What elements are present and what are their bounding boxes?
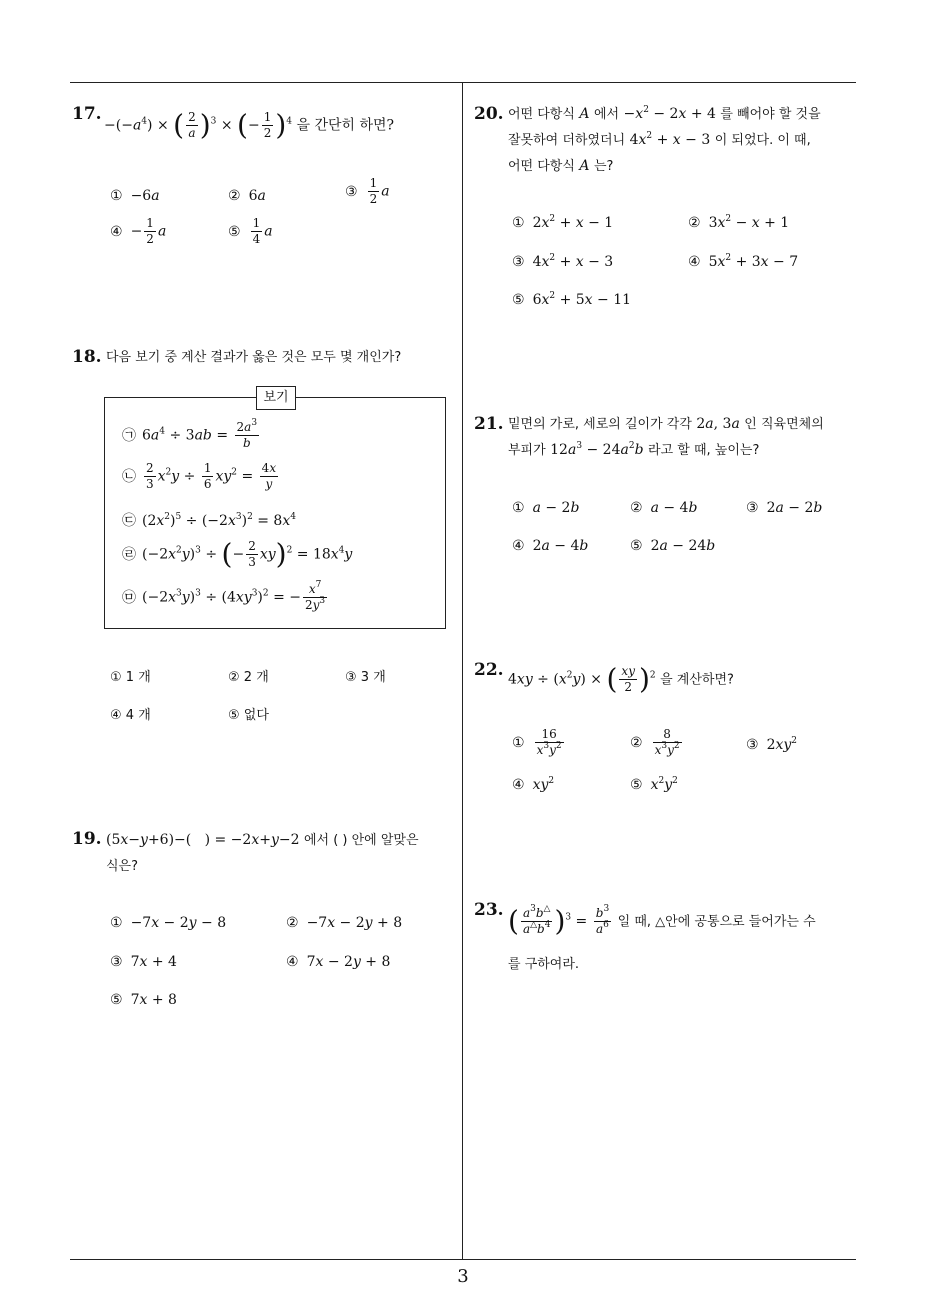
bogi-item-e: ㉤ $(-2x^3y)^3 \div (4xy^3)^2$ = − $\frac{x^7}{2y^3}$ xyxy=(122,580,326,612)
stem-tail: 을 간단히 하면? xyxy=(296,117,395,134)
question-stem: (5x−y+6)−( ) = −2x+y−2 에서 ( ) 안에 알맞은 xyxy=(106,832,419,848)
choice-3[interactable]: ③ $\frac{1}{2}$ a xyxy=(345,176,390,206)
top-rule xyxy=(70,82,856,83)
question-number: 23. xyxy=(474,900,504,920)
choice-4[interactable]: ④ − $\frac{1}{2}$ a xyxy=(110,216,167,246)
question-number: 17. xyxy=(72,104,102,124)
question-stem-line1: 어떤 다항식 A 에서 $-x^2 - 2x + 4$ 를 빼어야 할 것을 xyxy=(508,105,821,122)
choice-1[interactable]: ① $2x^2 + x - 1$ xyxy=(512,214,614,231)
choice-3[interactable]: ③ 2a − 2b xyxy=(746,500,823,516)
question-stem-line2: 부피가 $12a^3 - 24a^2b$ 라고 할 때, 높이는? xyxy=(508,441,760,458)
question-stem-line2: 잘못하여 더하였더니 $4x^2 + x - 3$ 이 되었다. 이 때, xyxy=(508,131,811,148)
question-number: 19. xyxy=(72,829,102,849)
choice-5[interactable]: ⑤ 7x + 8 xyxy=(110,992,177,1008)
choice-2[interactable]: ② $\frac{8}{x^3y^2}$ xyxy=(630,727,680,757)
choice-1[interactable]: ① $\frac{16}{x^3y^2}$ xyxy=(512,727,562,757)
choice-4[interactable]: ④ 4 개 xyxy=(110,708,151,723)
choice-2[interactable]: ② −7x − 2y + 8 xyxy=(286,915,403,931)
choice-2[interactable]: ② 2 개 xyxy=(228,670,269,685)
choice-1[interactable]: ① a − 2b xyxy=(512,500,580,516)
choice-4[interactable]: ④ 2a − 4b xyxy=(512,538,589,554)
page-number: 3 xyxy=(457,1266,469,1287)
question-number: 20. xyxy=(474,104,504,124)
question-number: 21. xyxy=(474,414,504,434)
choice-1[interactable]: ① 1 개 xyxy=(110,670,151,685)
bottom-rule xyxy=(70,1259,856,1260)
choice-3[interactable]: ③ 7x + 4 xyxy=(110,954,177,970)
column-divider xyxy=(462,82,463,1259)
choice-5[interactable]: ⑤ $\frac{1}{4}$ a xyxy=(228,216,273,246)
choice-4[interactable]: ④ $xy^2$ xyxy=(512,776,555,793)
choice-4[interactable]: ④ 7x − 2y + 8 xyxy=(286,954,391,970)
choice-3[interactable]: ③ $4x^2 + x - 3$ xyxy=(512,253,614,270)
question-stem-line2: 식은? xyxy=(106,859,139,874)
choice-4[interactable]: ④ $5x^2 + 3x - 7$ xyxy=(688,253,799,270)
question-number: 18. xyxy=(72,347,102,367)
choice-1[interactable]: ① −7x − 2y − 8 xyxy=(110,915,227,931)
bogi-item-c: ㉢ $(2x^2)^5 \div (-2x^3)^2 = 8x^4$ xyxy=(122,512,296,529)
question-number: 22. xyxy=(474,660,504,680)
choice-5[interactable]: ⑤ 2a − 24b xyxy=(630,538,716,554)
question-stem-line2: 를 구하여라. xyxy=(508,957,580,972)
question-stem-line1: ( $\frac{a^3b^\triangle}{a^\triangle b^4}$ )$^3$ = $\frac{b^3}{a^6}$ 일 때, △안에 공통으로 들어가는 수 xyxy=(508,904,816,938)
question-stem: $4xy \div (x^2y)$ × ( $\frac{xy}{2}$ )$^2$ 을 계산하면? xyxy=(508,662,734,696)
choice-2[interactable]: ② 6a xyxy=(228,188,266,204)
choice-5[interactable]: ⑤ $x^2y^2$ xyxy=(630,776,678,793)
question-stem: $-(-a^4)$ × ( $\frac{2}{a}$ )$^3$ × (− $\frac{1}{2}$ )$^4$ 을 간단히 하면? xyxy=(104,108,395,142)
choice-2[interactable]: ② $3x^2 - x + 1$ xyxy=(688,214,790,231)
question-stem-line1: 밑면의 가로, 세로의 길이가 각각 2a, 3a 인 직육면체의 xyxy=(508,416,824,432)
choice-1[interactable]: ① −6a xyxy=(110,188,160,204)
bogi-item-a: ㉠ $6a^4 \div 3ab$ = $\frac{2a^3}{b}$ xyxy=(122,418,258,450)
bogi-item-b: ㉡ $\frac{2}{3}$ $x^2y$ ÷ $\frac{1}{6}$ $xy^2$ = $\frac{4x}{y}$ xyxy=(122,461,277,491)
bogi-title: 보기 xyxy=(256,386,296,410)
choice-5[interactable]: ⑤ 없다 xyxy=(228,708,269,723)
choice-3[interactable]: ③ $2xy^2$ xyxy=(746,736,798,753)
choice-3[interactable]: ③ 3 개 xyxy=(345,670,386,685)
question-stem: 다음 보기 중 계산 결과가 옳은 것은 모두 몇 개인가? xyxy=(106,350,402,365)
bogi-item-d: ㉣ $(-2x^2y)^3$ ÷ (− $\frac{2}{3}$ $xy)^2 = 18x^4y$ xyxy=(122,537,353,571)
question-stem-line3: 어떤 다항식 A 는? xyxy=(508,158,614,174)
choice-2[interactable]: ② a − 4b xyxy=(630,500,698,516)
choice-5[interactable]: ⑤ $6x^2 + 5x - 11$ xyxy=(512,291,632,308)
